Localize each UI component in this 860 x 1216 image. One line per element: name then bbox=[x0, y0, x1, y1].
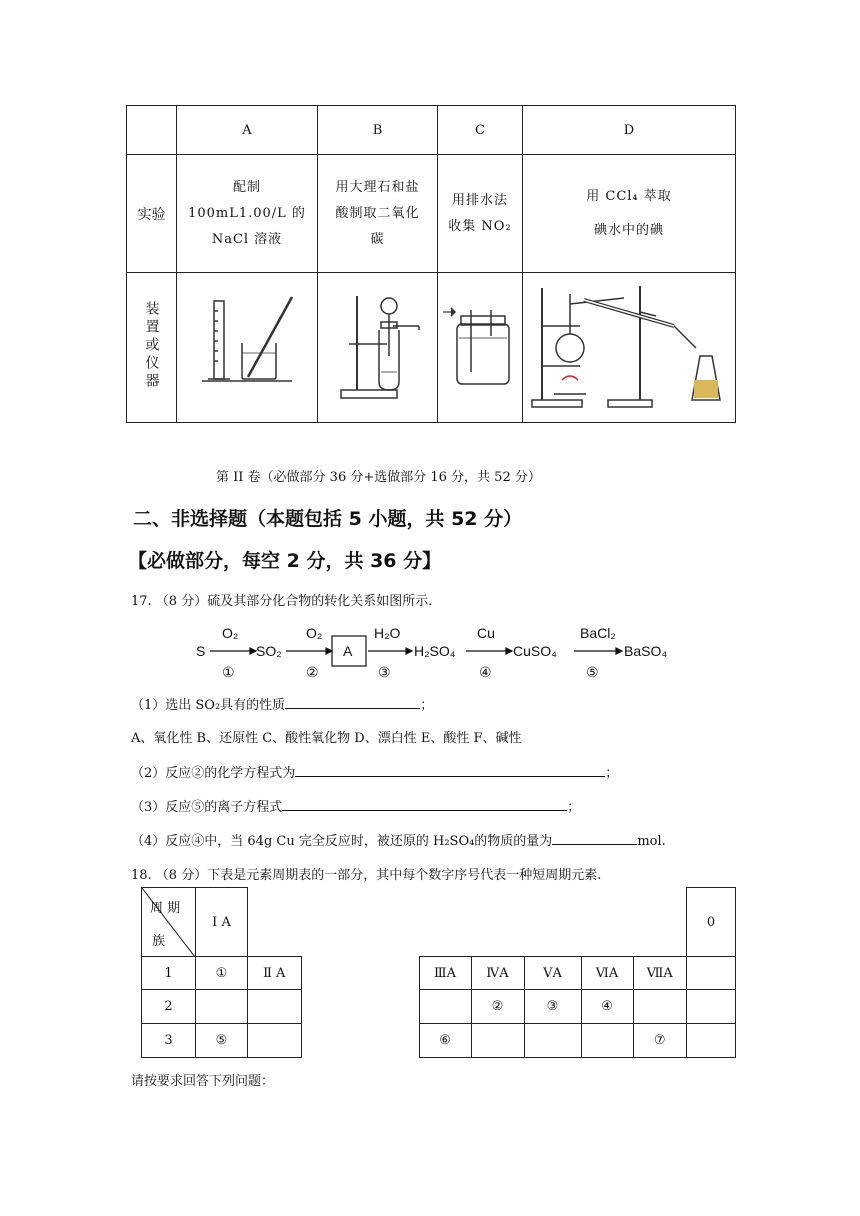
period-2-group-viia-cell bbox=[633, 990, 687, 1024]
corner-group-label: 族 bbox=[152, 934, 166, 949]
q17-part3: （3）反应⑤的离子方程式 ； bbox=[131, 800, 581, 815]
row-label-apparatus: 装置或仪器 bbox=[127, 273, 177, 423]
experiment-c: 用排水法 收集 NO₂ bbox=[438, 155, 523, 273]
apparatus-a-image bbox=[177, 273, 318, 423]
group-iiia-header: ⅢA bbox=[419, 957, 471, 990]
period-3-group-iva-cell bbox=[471, 1024, 524, 1058]
element-3: ③ bbox=[524, 990, 581, 1024]
element-1: ① bbox=[196, 957, 248, 990]
element-5: ⑤ bbox=[196, 1024, 248, 1058]
scheme-step-4: ④ bbox=[479, 664, 492, 680]
scheme-reagent-2: O₂ bbox=[306, 625, 323, 641]
q18-intro: 18. （8 分）下表是元素周期表的一部分，其中每个数字序号代表一种短周期元素. bbox=[131, 868, 602, 883]
header-b: B bbox=[318, 106, 438, 155]
periodic-table-fragment bbox=[141, 887, 736, 1058]
experiment-a: 配制 100mL1.00/L 的 NaCl 溶液 bbox=[177, 155, 318, 273]
apparatus-d-image bbox=[523, 273, 736, 423]
scheme-species-a: A bbox=[343, 643, 353, 659]
scheme-step-1: ① bbox=[222, 664, 235, 680]
period-1-group-0-cell bbox=[687, 957, 736, 990]
header-c: C bbox=[438, 106, 523, 155]
q18-footer: 请按要求回答下列问题： bbox=[131, 1074, 275, 1089]
apparatus-c-image bbox=[438, 273, 523, 423]
scheme-step-2: ② bbox=[306, 664, 319, 680]
element-7: ⑦ bbox=[633, 1024, 687, 1058]
scheme-species-so2: SO₂ bbox=[256, 643, 282, 659]
q17-part1: （1）选出 SO₂具有的性质 ； bbox=[131, 698, 434, 713]
scheme-step-3: ③ bbox=[378, 664, 391, 680]
row-label-experiment: 实验 bbox=[127, 155, 177, 273]
group-viia-header: ⅦA bbox=[633, 957, 687, 990]
period-2-group-0-cell bbox=[687, 990, 736, 1024]
period-3-group-0-cell bbox=[687, 1024, 736, 1058]
period-3-group-via-cell bbox=[581, 1024, 633, 1058]
scheme-species-cuso4: CuSO₄ bbox=[513, 643, 557, 659]
experiment-table bbox=[126, 105, 736, 423]
experiment-d: 用 CCl₄ 萃取 碘水中的碘 bbox=[523, 155, 736, 273]
scheme-reagent-4: Cu bbox=[477, 625, 495, 641]
scheme-reagent-5: BaCl₂ bbox=[580, 625, 616, 641]
period-3-group-iia-cell bbox=[248, 1024, 302, 1058]
element-2: ② bbox=[471, 990, 524, 1024]
section2-title: 二、非选择题（本题包括 5 小题，共 52 分） bbox=[133, 508, 523, 530]
period-2-group-iiia-cell bbox=[419, 990, 471, 1024]
q17-part2: （2）反应②的化学方程式为 ； bbox=[131, 766, 619, 781]
scheme-species-baso4: BaSO₄ bbox=[624, 643, 668, 659]
answer-blank-4[interactable] bbox=[552, 832, 637, 845]
group-va-header: ⅤA bbox=[524, 957, 581, 990]
scheme-species-s: S bbox=[196, 643, 206, 659]
period-2-group-ia-cell bbox=[196, 990, 248, 1024]
apparatus-b-image bbox=[318, 273, 438, 423]
scheme-species-h2so4: H₂SO₄ bbox=[414, 643, 456, 659]
corner-cell bbox=[127, 106, 177, 155]
scheme-reagent-1: O₂ bbox=[222, 625, 239, 641]
group-ia-header: Ⅰ A bbox=[196, 888, 248, 957]
experiment-b: 用大理石和盐 酸制取二氧化 碳 bbox=[318, 155, 438, 273]
q17-part4: （4）反应④中，当 64g Cu 完全反应时，被还原的 H₂SO₄的物质的量为 mol. bbox=[131, 834, 666, 849]
period-3-label: 3 bbox=[142, 1024, 196, 1058]
section2-subtitle: 第 II 卷（必做部分 36 分+选做部分 16 分，共 52 分） bbox=[216, 470, 541, 485]
header-d: D bbox=[523, 106, 736, 155]
element-4: ④ bbox=[581, 990, 633, 1024]
answer-blank-1[interactable] bbox=[285, 696, 420, 709]
element-6: ⑥ bbox=[419, 1024, 471, 1058]
answer-blank-3[interactable] bbox=[282, 798, 567, 811]
q17-intro: 17. （8 分）硫及其部分化合物的转化关系如图所示. bbox=[131, 594, 433, 609]
group-via-header: ⅥA bbox=[581, 957, 633, 990]
period-2-label: 2 bbox=[142, 990, 196, 1024]
period-1-label: 1 bbox=[142, 957, 196, 990]
group-0-header: 0 bbox=[687, 888, 736, 957]
q17-conversion-scheme bbox=[190, 620, 680, 682]
group-iia-header: Ⅱ A bbox=[248, 957, 302, 990]
required-part-title: 【必做部分，每空 2 分，共 36 分】 bbox=[128, 550, 442, 572]
group-iva-header: ⅣA bbox=[471, 957, 524, 990]
period-2-group-iia-cell bbox=[248, 990, 302, 1024]
scheme-step-5: ⑤ bbox=[586, 664, 599, 680]
scheme-reagent-3: H₂O bbox=[374, 625, 401, 641]
header-a: A bbox=[177, 106, 318, 155]
corner-header-cell bbox=[142, 888, 196, 957]
period-3-group-va-cell bbox=[524, 1024, 581, 1058]
corner-period-label: 周 期 bbox=[150, 901, 181, 916]
q17-options: A、氧化性 B、还原性 C、酸性氧化物 D、漂白性 E、酸性 F、碱性 bbox=[131, 731, 522, 746]
answer-blank-2[interactable] bbox=[295, 764, 605, 777]
